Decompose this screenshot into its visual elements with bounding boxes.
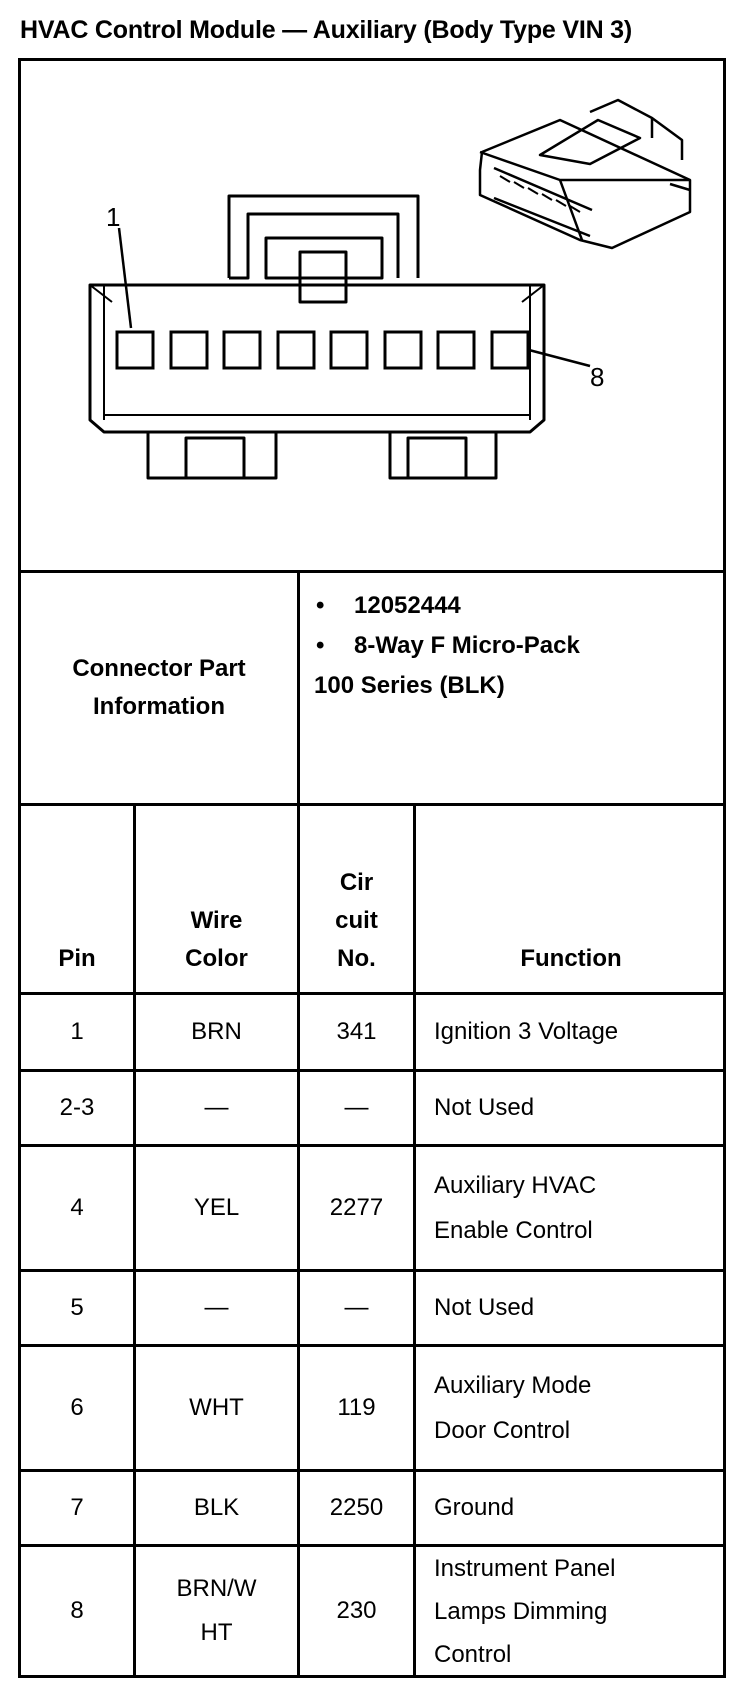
pin-cavities [117, 332, 528, 368]
cell-wire-color: — [204, 1294, 229, 1321]
cell-circuit: 2277 [329, 1194, 384, 1221]
cell-pin: 1 [70, 1018, 84, 1045]
pin-cavity [171, 332, 207, 368]
cell-wire-color: YEL [193, 1194, 240, 1221]
connector-part-details [316, 586, 580, 706]
cell-function: Ignition 3 Voltage [434, 1018, 619, 1045]
latch-tab [266, 238, 382, 278]
header-pin: Pin [58, 945, 96, 972]
pin-1-leader [119, 228, 131, 328]
cell-pin: 8 [70, 1597, 84, 1624]
cell-circuit: 119 [337, 1394, 376, 1421]
connector-body [90, 285, 544, 432]
cell-function: Instrument Panel Lamps Dimming Control [434, 1554, 616, 1668]
cell-circuit: 341 [336, 1018, 377, 1045]
part-number: 12052444 [354, 592, 461, 619]
pin-8-leader [529, 350, 590, 366]
header-wire-color: Wire Color [185, 907, 248, 972]
bullet-icon: • [316, 592, 325, 619]
cell-circuit: 2250 [329, 1494, 384, 1521]
pin-1-label: 1 [106, 202, 121, 232]
pin-8-label: 8 [590, 362, 605, 392]
cell-pin: 4 [70, 1194, 84, 1221]
connector-3d-view [480, 100, 690, 248]
cell-function: Not Used [434, 1094, 535, 1121]
cell-wire-color: BRN [191, 1018, 242, 1045]
pin-cavity [224, 332, 260, 368]
cell-wire-color: — [204, 1094, 229, 1121]
pin-cavity [278, 332, 314, 368]
connector-info-label: Connector Part Information [72, 655, 246, 720]
page-title: HVAC Control Module — Auxiliary (Body Type VIN 3) [20, 16, 633, 44]
pin-cavity [117, 332, 153, 368]
cell-wire-color: BRN/W HT [176, 1575, 257, 1646]
pin-cavity [438, 332, 474, 368]
cell-circuit: 230 [336, 1597, 377, 1624]
pin-cavity [331, 332, 367, 368]
cell-wire-color: WHT [189, 1394, 244, 1421]
bullet-icon: • [316, 632, 325, 659]
cell-function: Auxiliary HVAC Enable Control [434, 1172, 597, 1244]
divider-connector-info [297, 570, 300, 806]
pin-cavity [492, 332, 528, 368]
cell-function: Auxiliary Mode Door Control [434, 1372, 592, 1444]
cell-circuit: — [344, 1294, 369, 1321]
header-function: Function [520, 945, 622, 972]
cell-pin: 6 [70, 1394, 84, 1421]
cell-function: Not Used [434, 1294, 535, 1321]
part-series: 100 Series (BLK) [314, 672, 505, 699]
cell-wire-color: BLK [193, 1494, 240, 1521]
part-description: 8-Way F Micro-Pack [354, 632, 580, 659]
cell-pin: 7 [70, 1494, 84, 1521]
header-circuit-no: Cir cuit No. [335, 869, 378, 972]
cell-pin: 2-3 [59, 1094, 95, 1121]
cell-pin: 5 [70, 1294, 84, 1321]
cell-function: Ground [434, 1494, 515, 1521]
cell-circuit: — [344, 1094, 369, 1121]
pin-cavity [385, 332, 421, 368]
